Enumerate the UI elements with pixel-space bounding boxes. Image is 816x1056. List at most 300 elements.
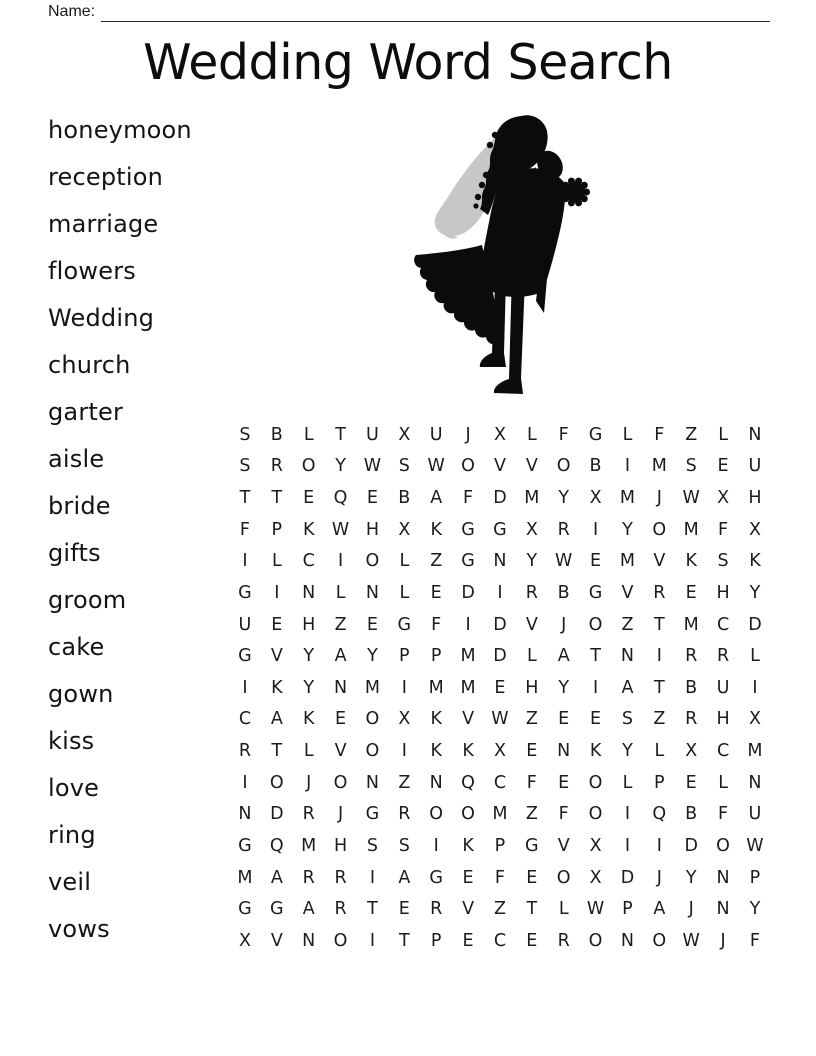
word-list-item: ring — [48, 820, 96, 849]
grid-letter: O — [461, 456, 475, 477]
grid-letter: N — [365, 772, 379, 793]
grid-letter: A — [557, 646, 570, 667]
grid-letter: P — [622, 899, 633, 920]
grid-letter: D — [461, 582, 475, 603]
grid-letter: T — [398, 930, 410, 951]
grid-letter: Y — [526, 551, 538, 572]
grid-letter: R — [334, 867, 347, 888]
grid-letter: O — [716, 835, 730, 856]
word-list-item: marriage — [48, 209, 159, 238]
grid-letter: M — [492, 804, 508, 825]
grid-letter: A — [270, 867, 283, 888]
grid-letter: B — [589, 456, 602, 477]
grid-letter: Z — [525, 709, 538, 730]
grid-letter: I — [337, 551, 344, 572]
grid-letter: X — [717, 488, 730, 509]
word-list-item: gown — [48, 679, 114, 708]
grid-letter: M — [747, 741, 763, 762]
grid-letter: K — [430, 741, 442, 762]
grid-letter: K — [462, 741, 474, 762]
grid-letter: U — [748, 804, 762, 825]
grid-letter: D — [493, 488, 507, 509]
grid-letter: R — [685, 646, 698, 667]
grid-letter: F — [654, 424, 665, 445]
grid-letter: P — [430, 930, 442, 951]
grid-letter: A — [430, 488, 443, 509]
grid-letter: I — [369, 930, 376, 951]
grid-letter: G — [238, 835, 252, 856]
grid-letter: N — [620, 646, 634, 667]
word-list-item: cake — [48, 632, 105, 661]
grid-letter: R — [653, 582, 666, 603]
grid-letter: J — [337, 804, 344, 825]
grid-letter: Y — [303, 646, 315, 667]
grid-letter: E — [526, 741, 538, 762]
grid-letter: T — [653, 614, 665, 635]
grid-letter: M — [460, 646, 476, 667]
grid-letter: O — [588, 772, 603, 793]
grid-letter: R — [557, 930, 570, 951]
grid-letter: I — [497, 582, 503, 603]
grid-letter: U — [238, 614, 252, 635]
grid-letter: M — [619, 551, 635, 572]
grid-letter: F — [718, 519, 729, 540]
grid-letter: S — [398, 456, 410, 477]
grid-letter: G — [238, 899, 252, 920]
wedding-couple-icon — [400, 105, 620, 405]
grid-letter: X — [398, 519, 411, 540]
grid-letter: X — [589, 867, 602, 888]
grid-letter: A — [302, 899, 315, 920]
grid-letter: X — [589, 835, 602, 856]
grid-letter: E — [462, 930, 474, 951]
grid-letter: N — [557, 741, 571, 762]
grid-letter: H — [748, 488, 762, 509]
grid-letter: S — [239, 456, 251, 477]
grid-letter: Y — [749, 582, 761, 603]
grid-letter: O — [269, 772, 284, 793]
grid-letter: A — [334, 646, 347, 667]
grid-letter: Y — [558, 488, 570, 509]
grid-letter: X — [493, 424, 506, 445]
grid-letter: M — [301, 835, 317, 856]
grid-letter: Z — [653, 709, 666, 730]
grid-letter: S — [239, 424, 251, 445]
grid-letter: G — [365, 804, 380, 825]
grid-letter: O — [588, 614, 603, 635]
grid-letter: N — [365, 582, 379, 603]
grid-letter: J — [720, 930, 726, 951]
grid-letter: E — [494, 677, 506, 698]
grid-letter: W — [682, 930, 700, 951]
grid-letter: O — [461, 804, 475, 825]
word-list-item: kiss — [48, 726, 95, 755]
grid-letter: W — [555, 551, 573, 572]
grid-letter: G — [461, 519, 475, 540]
grid-letter: N — [238, 804, 252, 825]
word-list-item: aisle — [48, 444, 105, 473]
grid-letter: P — [494, 835, 506, 856]
grid-letter: C — [493, 930, 507, 951]
grid-letter: L — [558, 899, 569, 920]
grid-letter: C — [302, 551, 315, 572]
grid-letter: E — [685, 772, 697, 793]
grid-letter: E — [685, 582, 697, 603]
grid-letter: W — [491, 709, 509, 730]
grid-letter: I — [592, 519, 599, 540]
grid-letter: L — [718, 772, 728, 793]
grid-letter: I — [401, 677, 407, 698]
grid-letter: W — [331, 519, 350, 540]
grid-letter: G — [397, 614, 412, 635]
grid-letter: O — [652, 930, 667, 951]
grid-letter: X — [398, 709, 411, 730]
grid-letter: O — [333, 930, 348, 951]
word-list-item: bride — [48, 491, 111, 520]
grid-letter: A — [270, 709, 283, 730]
grid-letter: D — [270, 804, 284, 825]
grid-letter: N — [334, 677, 348, 698]
grid-letter: T — [526, 899, 538, 920]
grid-letter: Y — [685, 867, 697, 888]
page-title: Wedding Word Search — [143, 34, 673, 91]
grid-letter: N — [620, 930, 634, 951]
grid-letter: V — [653, 551, 666, 572]
grid-letter: Z — [334, 614, 347, 635]
grid-letter: U — [366, 424, 379, 445]
grid-letter: L — [622, 772, 633, 793]
grid-letter: F — [718, 804, 729, 825]
grid-letter: R — [302, 867, 315, 888]
word-list-item: love — [48, 773, 100, 802]
grid-letter: M — [460, 677, 476, 698]
grid-letter: O — [301, 456, 316, 477]
grid-letter: X — [748, 519, 761, 540]
grid-letter: H — [365, 519, 380, 540]
grid-letter: A — [621, 677, 634, 698]
grid-letter: H — [525, 677, 539, 698]
word-list-item: garter — [48, 397, 124, 426]
grid-letter: P — [654, 772, 665, 793]
grid-letter: L — [399, 582, 410, 603]
grid-letter: W — [586, 899, 605, 920]
grid-letter: M — [428, 677, 444, 698]
grid-letter: X — [493, 741, 506, 762]
grid-letter: W — [746, 835, 764, 856]
grid-letter: G — [588, 582, 603, 603]
grid-letter: F — [494, 867, 505, 888]
grid-letter: T — [335, 424, 346, 445]
grid-letter: O — [333, 772, 348, 793]
grid-letter: Y — [335, 456, 346, 477]
grid-letter: E — [366, 488, 378, 509]
grid-letter: N — [716, 899, 730, 920]
grid-letter: V — [557, 835, 570, 856]
grid-letter: R — [525, 582, 538, 603]
grid-letter: U — [429, 424, 443, 445]
name-label: Name: — [48, 3, 96, 20]
grid-letter: R — [238, 741, 252, 762]
grid-letter: V — [525, 456, 538, 477]
bride-and-groom-silhouette-illustration — [400, 105, 620, 405]
grid-letter: V — [462, 899, 475, 920]
grid-letter: J — [656, 867, 662, 888]
grid-letter: Y — [749, 899, 761, 920]
grid-letter: D — [748, 614, 762, 635]
grid-letter: P — [749, 867, 761, 888]
grid-letter: J — [656, 488, 662, 509]
word-list-item: honeymoon — [48, 115, 192, 144]
grid-letter: I — [242, 677, 248, 698]
grid-letter: D — [620, 867, 635, 888]
grid-letter: H — [333, 835, 348, 856]
grid-letter: G — [429, 867, 443, 888]
grid-letter: X — [685, 741, 698, 762]
grid-letter: K — [685, 551, 697, 572]
grid-letter: N — [493, 551, 507, 572]
grid-letter: V — [493, 456, 506, 477]
grid-letter: Z — [685, 424, 698, 445]
couple-silhouette — [414, 115, 590, 394]
grid-letter: K — [430, 709, 442, 730]
grid-letter: R — [430, 899, 443, 920]
grid-letter: L — [526, 646, 537, 667]
grid-letter: G — [493, 519, 507, 540]
grid-letter: S — [717, 551, 729, 572]
grid-letter: E — [590, 709, 602, 730]
grid-letter: L — [271, 551, 282, 572]
grid-letter: E — [430, 582, 442, 603]
grid-letter: I — [401, 741, 407, 762]
grid-letter: F — [558, 424, 569, 445]
grid-letter: V — [334, 741, 347, 762]
grid-letter: W — [682, 488, 700, 509]
grid-letter: M — [364, 677, 380, 698]
grid-letter: L — [303, 741, 314, 762]
grid-letter: Z — [398, 772, 411, 793]
grid-letter: U — [748, 456, 762, 477]
grid-letter: H — [716, 709, 730, 730]
grid-letter: O — [365, 551, 380, 572]
word-list-item: gifts — [48, 538, 101, 567]
grid-letter: Z — [493, 899, 506, 920]
grid-letter: C — [238, 709, 252, 730]
grid-letter: O — [556, 456, 571, 477]
grid-letter: L — [750, 646, 760, 667]
grid-letter: E — [271, 614, 283, 635]
grid-letter: S — [366, 835, 378, 856]
grid-letter: K — [302, 709, 315, 730]
grid-letter: N — [748, 424, 762, 445]
grid-letter: R — [685, 709, 698, 730]
grid-letter: Y — [303, 677, 315, 698]
grid-letter: B — [557, 582, 570, 603]
grid-letter: Q — [333, 488, 348, 509]
name-fill-line — [101, 3, 770, 22]
grid-letter: G — [238, 646, 252, 667]
grid-letter: E — [462, 867, 474, 888]
grid-letter: F — [431, 614, 442, 635]
grid-letter: D — [493, 646, 507, 667]
grid-letter: V — [270, 930, 283, 951]
grid-letter: J — [561, 614, 567, 635]
word-list-item: church — [48, 350, 131, 379]
grid-letter: K — [749, 551, 761, 572]
grid-letter: R — [557, 519, 570, 540]
grid-letter: T — [590, 646, 601, 667]
grid-letter: K — [589, 741, 602, 762]
grid-letter: O — [652, 519, 667, 540]
grid-letter: S — [685, 456, 697, 477]
grid-letter: I — [592, 677, 599, 698]
grid-letter: E — [558, 709, 570, 730]
grid-letter: F — [463, 488, 474, 509]
word-list-item: Wedding — [48, 303, 155, 332]
grid-letter: L — [718, 424, 728, 445]
grid-letter: H — [302, 614, 316, 635]
grid-letter: I — [465, 614, 471, 635]
grid-letter: G — [588, 424, 603, 445]
grid-letter: P — [430, 646, 442, 667]
grid-letter: Q — [461, 772, 475, 793]
grid-letter: E — [366, 614, 378, 635]
word-list-item: flowers — [48, 256, 136, 285]
grid-letter: I — [274, 582, 280, 603]
grid-letter: E — [398, 899, 410, 920]
grid-letter: R — [270, 456, 283, 477]
grid-letter: K — [302, 519, 315, 540]
grid-letter: T — [271, 741, 283, 762]
grid-letter: E — [558, 772, 570, 793]
grid-letter: O — [365, 741, 380, 762]
grid-letter: V — [525, 614, 538, 635]
grid-letter: Y — [558, 677, 570, 698]
grid-letter: M — [683, 614, 699, 635]
word-search-grid — [229, 419, 771, 957]
grid-letter: R — [398, 804, 411, 825]
grid-letter: X — [748, 709, 761, 730]
name-row — [48, 2, 770, 22]
grid-letter: B — [685, 677, 698, 698]
grid-letter: G — [238, 582, 252, 603]
grid-letter: G — [461, 551, 475, 572]
grid-letter: A — [398, 867, 411, 888]
grid-letter: Q — [652, 804, 667, 825]
grid-letter: I — [752, 677, 758, 698]
grid-letter: Q — [269, 835, 284, 856]
grid-letter: Y — [622, 741, 633, 762]
grid-letter: T — [239, 488, 251, 509]
grid-letter: M — [651, 456, 667, 477]
grid-letter: I — [433, 835, 439, 856]
grid-letter: R — [302, 804, 315, 825]
grid-letter: K — [271, 677, 283, 698]
grid-letter: V — [270, 646, 283, 667]
grid-letter: U — [716, 677, 730, 698]
grid-letter: O — [429, 804, 444, 825]
word-list-item: reception — [48, 162, 164, 191]
grid-letter: Y — [367, 646, 378, 667]
grid-letter: N — [302, 582, 316, 603]
grid-letter: V — [621, 582, 634, 603]
grid-letter: C — [716, 614, 730, 635]
grid-letter: I — [624, 804, 631, 825]
grid-letter: S — [621, 709, 633, 730]
grid-letter: E — [335, 709, 347, 730]
grid-letter: E — [303, 488, 315, 509]
grid-letter: M — [237, 867, 253, 888]
grid-letter: S — [398, 835, 410, 856]
grid-letter: D — [493, 614, 507, 635]
grid-letter: K — [462, 835, 474, 856]
grid-letter: L — [399, 551, 410, 572]
grid-letter: E — [526, 930, 538, 951]
grid-letter: R — [334, 899, 347, 920]
grid-letter: I — [369, 867, 376, 888]
grid-letter: I — [242, 772, 248, 793]
grid-letter: Z — [525, 804, 538, 825]
grid-letter: O — [556, 867, 571, 888]
grid-letter: E — [717, 456, 729, 477]
grid-letter: C — [493, 772, 507, 793]
grid-letter: O — [588, 804, 603, 825]
grid-letter: T — [271, 488, 283, 509]
grid-letter: M — [619, 488, 635, 509]
word-list-item: groom — [48, 585, 127, 614]
word-list-item: vows — [48, 914, 110, 943]
grid-letter: B — [685, 804, 698, 825]
grid-letter: V — [462, 709, 475, 730]
grid-letter: C — [716, 741, 730, 762]
grid-letter: N — [302, 930, 316, 951]
grid-letter: P — [271, 519, 283, 540]
grid-letter: E — [590, 551, 602, 572]
grid-letter: I — [656, 835, 662, 856]
grid-letter: J — [688, 899, 694, 920]
grid-letter: X — [238, 930, 251, 951]
grid-letter: N — [716, 867, 730, 888]
grid-letter: N — [748, 772, 762, 793]
grid-letter: L — [622, 424, 633, 445]
grid-letter: T — [367, 899, 378, 920]
grid-letter: B — [398, 488, 411, 509]
grid-letter: X — [525, 519, 538, 540]
grid-letter: Y — [622, 519, 633, 540]
word-list — [48, 106, 192, 952]
grid-letter: I — [624, 835, 631, 856]
grid-letter: I — [656, 646, 662, 667]
grid-letter: Z — [430, 551, 443, 572]
grid-letter: W — [363, 456, 382, 477]
grid-letter: N — [429, 772, 443, 793]
grid-letter: A — [653, 899, 666, 920]
grid-letter: G — [270, 899, 284, 920]
grid-letter: X — [398, 424, 411, 445]
grid-letter: F — [526, 772, 537, 793]
grid-letter: X — [589, 488, 602, 509]
grid-letter: L — [526, 424, 537, 445]
grid-letter: M — [683, 519, 699, 540]
grid-letter: Z — [621, 614, 634, 635]
grid-letter: E — [526, 867, 538, 888]
grid-letter: I — [242, 551, 248, 572]
grid-letter: F — [749, 930, 760, 951]
grid-letter: L — [654, 741, 665, 762]
grid-letter: O — [588, 930, 603, 951]
grid-letter: G — [525, 835, 539, 856]
grid-letter: F — [239, 519, 250, 540]
grid-letter: H — [716, 582, 730, 603]
